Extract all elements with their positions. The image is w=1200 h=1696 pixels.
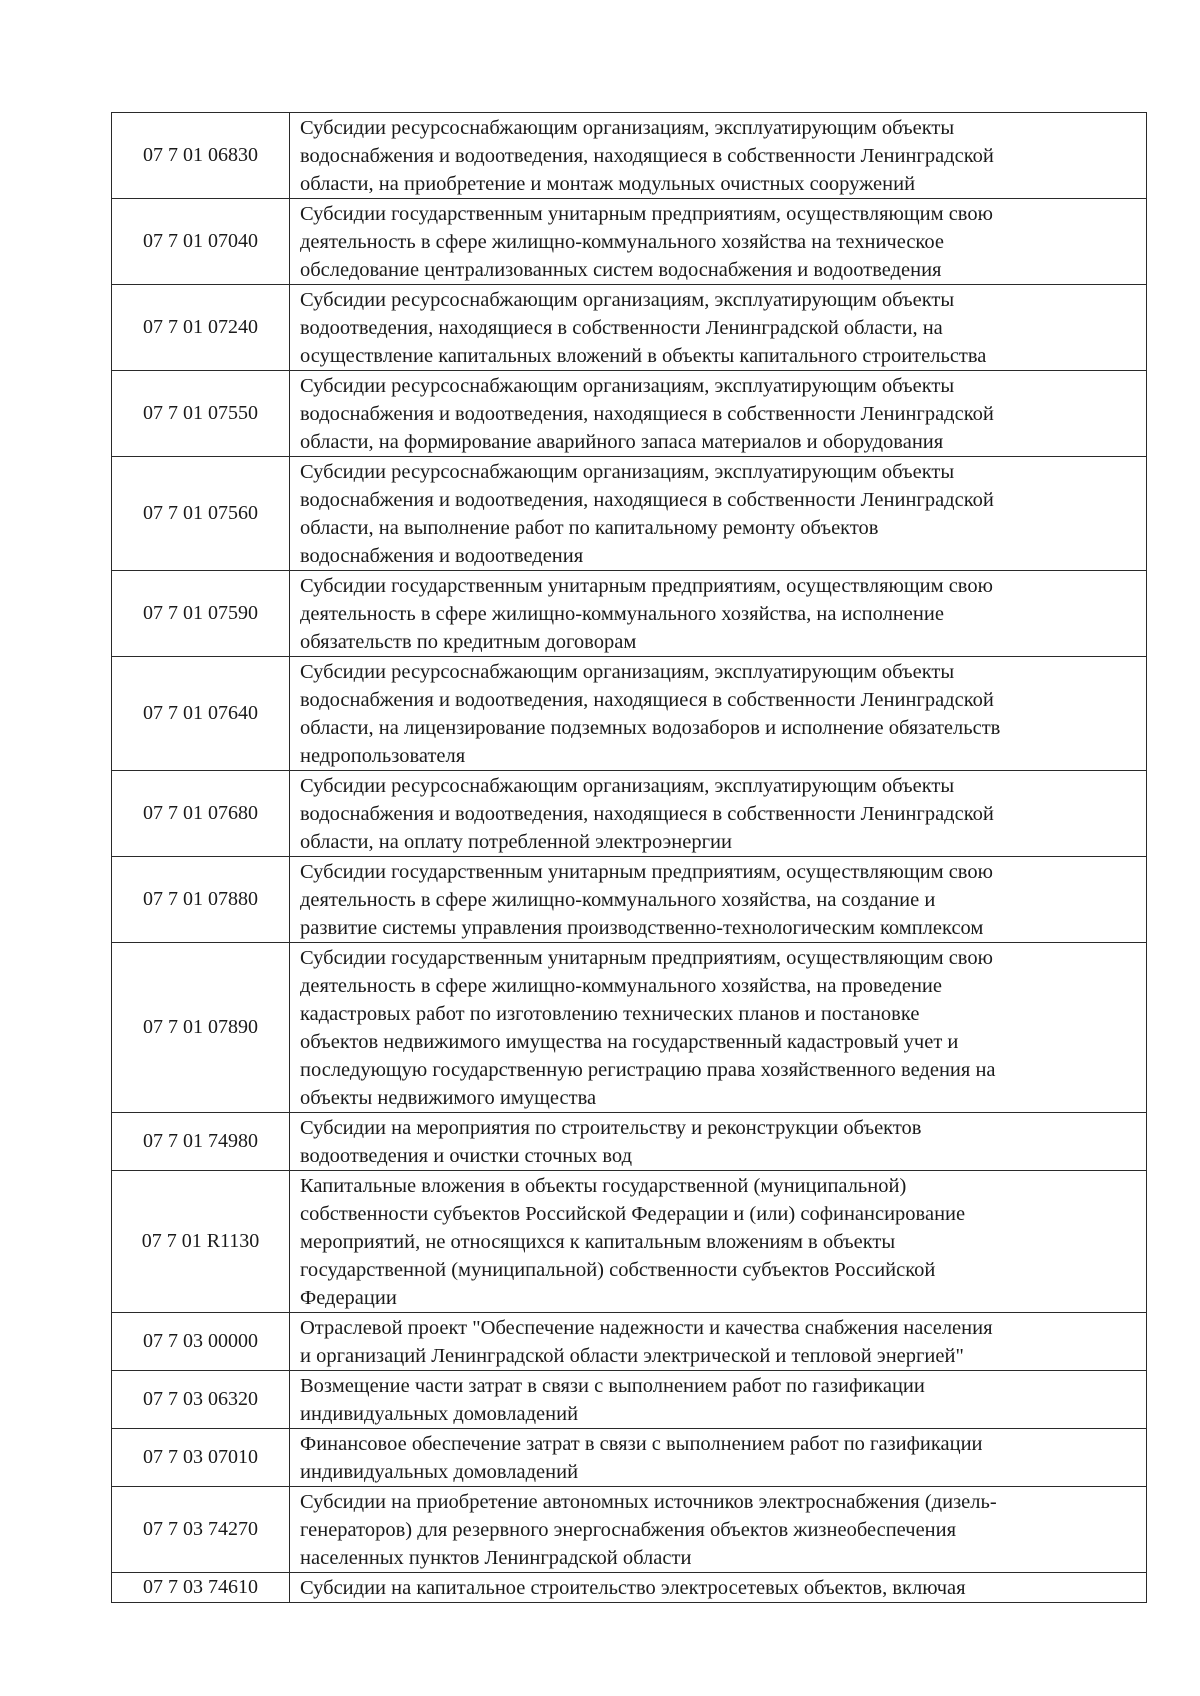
budget-code-cell: 07 7 01 R1130 xyxy=(112,1171,290,1313)
description-line: мероприятий, не относящихся к капитальным вложениям в объекты xyxy=(300,1231,896,1253)
description-line: Субсидии на мероприятия по строительству и реконструкции объектов xyxy=(300,1117,922,1139)
description-cell xyxy=(290,1313,1147,1371)
description-cell xyxy=(290,1113,1147,1171)
description-line: объекты недвижимого имущества xyxy=(300,1087,597,1109)
description-line: государственной (муниципальной) собственности субъектов Российской xyxy=(300,1259,936,1281)
description-cell xyxy=(290,371,1147,457)
description-cell xyxy=(290,285,1147,371)
description-line: области, на лицензирование подземных водозаборов и исполнение обязательств xyxy=(300,717,1001,739)
description-line: Субсидии ресурсоснабжающим организациям, эксплуатирующим объекты xyxy=(300,661,955,683)
description-line: обязательств по кредитным договорам xyxy=(300,631,637,653)
description-line: осуществление капитальных вложений в объекты капитального строительства xyxy=(300,345,987,367)
table-row xyxy=(112,285,1147,371)
table-row xyxy=(112,657,1147,771)
budget-code-cell: 07 7 03 74270 xyxy=(112,1487,290,1573)
description-line: водоснабжения и водоотведения, находящиеся в собственности Ленинградской xyxy=(300,803,994,825)
budget-code-cell: 07 7 03 07010 xyxy=(112,1429,290,1487)
description-line: деятельность в сфере жилищно-коммунального хозяйства, на создание и xyxy=(300,889,936,911)
budget-code-cell: 07 7 01 74980 xyxy=(112,1113,290,1171)
budget-code-cell: 07 7 01 07880 xyxy=(112,857,290,943)
description-cell xyxy=(290,857,1147,943)
description-line: Субсидии ресурсоснабжающим организациям, эксплуатирующим объекты xyxy=(300,775,955,797)
description-line: Отраслевой проект "Обеспечение надежности и качества снабжения населения xyxy=(300,1317,993,1339)
budget-code-cell: 07 7 01 07590 xyxy=(112,571,290,657)
description-line: генераторов) для резервного энергоснабжения объектов жизнеобеспечения xyxy=(300,1519,957,1541)
table-row xyxy=(112,1371,1147,1429)
description-line: водоснабжения и водоотведения, находящиеся в собственности Ленинградской xyxy=(300,145,994,167)
description-line: водоотведения и очистки сточных вод xyxy=(300,1145,633,1167)
table-row xyxy=(112,1487,1147,1573)
description-cell xyxy=(290,1429,1147,1487)
budget-code-cell: 07 7 01 07040 xyxy=(112,199,290,285)
table-row xyxy=(112,1171,1147,1313)
budget-code-cell: 07 7 01 07560 xyxy=(112,457,290,571)
description-line: Субсидии на капитальное строительство электросетевых объектов, включая xyxy=(300,1577,966,1599)
budget-code-cell: 07 7 01 07550 xyxy=(112,371,290,457)
description-cell xyxy=(290,771,1147,857)
budget-code-cell: 07 7 03 74610 xyxy=(112,1573,290,1603)
description-cell xyxy=(290,113,1147,199)
description-line: собственности субъектов Российской Федерации и (или) софинансирование xyxy=(300,1203,966,1225)
table-row xyxy=(112,457,1147,571)
description-cell xyxy=(290,1573,1147,1603)
table-row xyxy=(112,1113,1147,1171)
table-row xyxy=(112,1429,1147,1487)
budget-code-table xyxy=(111,112,1147,1603)
budget-code-cell: 07 7 01 07240 xyxy=(112,285,290,371)
description-line: деятельность в сфере жилищно-коммунального хозяйства, на проведение xyxy=(300,975,942,997)
description-line: объектов недвижимого имущества на государственный кадастровый учет и xyxy=(300,1031,959,1053)
table-row xyxy=(112,1313,1147,1371)
description-cell xyxy=(290,1487,1147,1573)
table-row xyxy=(112,371,1147,457)
description-cell xyxy=(290,457,1147,571)
description-line: Субсидии на приобретение автономных источников электроснабжения (дизель- xyxy=(300,1491,997,1513)
description-line: водоснабжения и водоотведения xyxy=(300,545,584,567)
description-line: Финансовое обеспечение затрат в связи с выполнением работ по газификации xyxy=(300,1433,983,1455)
description-line: Возмещение части затрат в связи с выполнением работ по газификации xyxy=(300,1375,925,1397)
budget-code-cell: 07 7 01 06830 xyxy=(112,113,290,199)
description-line: Субсидии государственным унитарным предприятиям, осуществляющим свою xyxy=(300,947,993,969)
budget-code-cell: 07 7 03 06320 xyxy=(112,1371,290,1429)
description-line: Субсидии государственным унитарным предприятиям, осуществляющим свою xyxy=(300,575,993,597)
description-line: деятельность в сфере жилищно-коммунального хозяйства, на исполнение xyxy=(300,603,944,625)
description-cell xyxy=(290,571,1147,657)
description-cell xyxy=(290,1371,1147,1429)
description-line: последующую государственную регистрацию права хозяйственного ведения на xyxy=(300,1059,996,1081)
description-line: водоснабжения и водоотведения, находящиеся в собственности Ленинградской xyxy=(300,489,994,511)
description-cell xyxy=(290,199,1147,285)
description-line: обследование централизованных систем водоснабжения и водоотведения xyxy=(300,259,942,281)
table-row xyxy=(112,857,1147,943)
table-row xyxy=(112,113,1147,199)
description-line: Субсидии ресурсоснабжающим организациям, эксплуатирующим объекты xyxy=(300,117,955,139)
budget-code-cell: 07 7 01 07890 xyxy=(112,943,290,1113)
table-row xyxy=(112,943,1147,1113)
description-line: развитие системы управления производственно-технологическим комплексом xyxy=(300,917,984,939)
table-body xyxy=(112,113,1147,1603)
description-line: Субсидии ресурсоснабжающим организациям, эксплуатирующим объекты xyxy=(300,289,955,311)
budget-code-cell: 07 7 03 00000 xyxy=(112,1313,290,1371)
description-line: кадастровых работ по изготовлению технических планов и постановке xyxy=(300,1003,920,1025)
description-line: водоотведения, находящиеся в собственности Ленинградской области, на xyxy=(300,317,943,339)
description-line: деятельность в сфере жилищно-коммунального хозяйства на техническое xyxy=(300,231,944,253)
table-row xyxy=(112,1573,1147,1603)
description-line: недропользователя xyxy=(300,745,466,767)
budget-code-cell: 07 7 01 07680 xyxy=(112,771,290,857)
description-cell xyxy=(290,943,1147,1113)
budget-code-cell: 07 7 01 07640 xyxy=(112,657,290,771)
description-line: области, на оплату потребленной электроэнергии xyxy=(300,831,732,853)
description-line: Субсидии государственным унитарным предприятиям, осуществляющим свою xyxy=(300,203,993,225)
description-cell xyxy=(290,657,1147,771)
description-line: и организаций Ленинградской области электрической и тепловой энергией" xyxy=(300,1345,964,1367)
table-row xyxy=(112,199,1147,285)
description-line: населенных пунктов Ленинградской области xyxy=(300,1547,692,1569)
description-cell xyxy=(290,1171,1147,1313)
description-line: Капитальные вложения в объекты государственной (муниципальной) xyxy=(300,1175,907,1197)
description-line: области, на приобретение и монтаж модульных очистных сооружений xyxy=(300,173,916,195)
description-line: Субсидии ресурсоснабжающим организациям, эксплуатирующим объекты xyxy=(300,461,955,483)
table-row xyxy=(112,771,1147,857)
description-line: водоснабжения и водоотведения, находящиеся в собственности Ленинградской xyxy=(300,689,994,711)
description-line: Субсидии государственным унитарным предприятиям, осуществляющим свою xyxy=(300,861,993,883)
description-line: Субсидии ресурсоснабжающим организациям, эксплуатирующим объекты xyxy=(300,375,955,397)
description-line: Федерации xyxy=(300,1287,397,1309)
description-line: водоснабжения и водоотведения, находящиеся в собственности Ленинградской xyxy=(300,403,994,425)
description-line: области, на формирование аварийного запаса материалов и оборудования xyxy=(300,431,944,453)
table-row xyxy=(112,571,1147,657)
description-line: индивидуальных домовладений xyxy=(300,1403,579,1425)
description-line: индивидуальных домовладений xyxy=(300,1461,579,1483)
description-line: области, на выполнение работ по капитальному ремонту объектов xyxy=(300,517,879,539)
